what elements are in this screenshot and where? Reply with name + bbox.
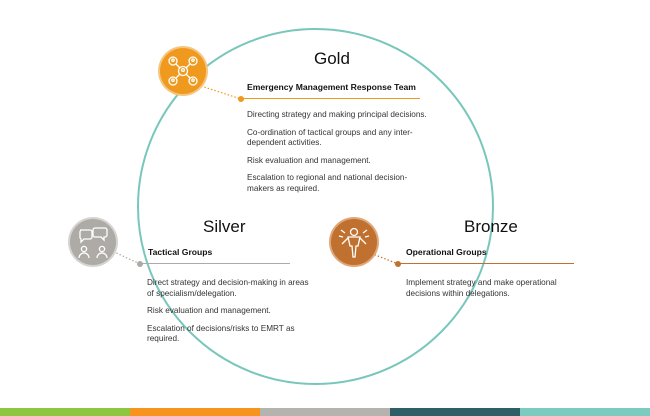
gold-title: Gold [314, 49, 350, 68]
gold-group-label: Emergency Management Response Team [247, 82, 416, 92]
silver-title: Silver [203, 217, 246, 236]
bronze-rule [398, 263, 574, 264]
list-item: Implement strategy and make operational decisions within delegations. [406, 278, 557, 298]
list-item: Risk evaluation and management. [147, 306, 271, 315]
gold-rule [241, 98, 420, 99]
gold-connector-dot [238, 96, 244, 102]
footer-bar-segment [520, 408, 650, 416]
gold-connector [201, 86, 241, 99]
conversation-people-icon [75, 224, 111, 260]
gold-node [160, 48, 206, 94]
bronze-group-label: Operational Groups [406, 247, 487, 257]
silver-rule [140, 263, 290, 264]
silver-group-label: Tactical Groups [148, 247, 213, 257]
bronze-bullets [406, 278, 591, 306]
footer-bar-segment [260, 408, 390, 416]
silver-connector [110, 250, 140, 264]
footer-bar-segment [0, 408, 130, 416]
silver-node [70, 219, 116, 265]
network-people-icon [165, 53, 201, 89]
person-action-icon [336, 224, 372, 260]
bronze-title: Bronze [464, 217, 518, 236]
footer-bar-segment [390, 408, 520, 416]
footer-bar-segment [130, 408, 260, 416]
silver-bullets [147, 278, 312, 352]
bronze-node [331, 219, 377, 265]
silver-connector-dot [137, 261, 143, 267]
list-item: Directing strategy and making principal decisions. [247, 110, 427, 119]
list-item: Escalation of decisions/risks to EMRT as required. [147, 323, 295, 343]
list-item: Co-ordination of tactical groups and any inter-dependent activities. [247, 127, 413, 147]
bronze-connector-dot [395, 261, 401, 267]
gold-bullets [247, 110, 427, 201]
list-item: Risk evaluation and management. [247, 155, 371, 165]
list-item: Escalation to regional and national decision-makers as required. [247, 173, 408, 193]
list-item: Direct strategy and decision-making in areas of specialism/delegation. [147, 278, 309, 298]
